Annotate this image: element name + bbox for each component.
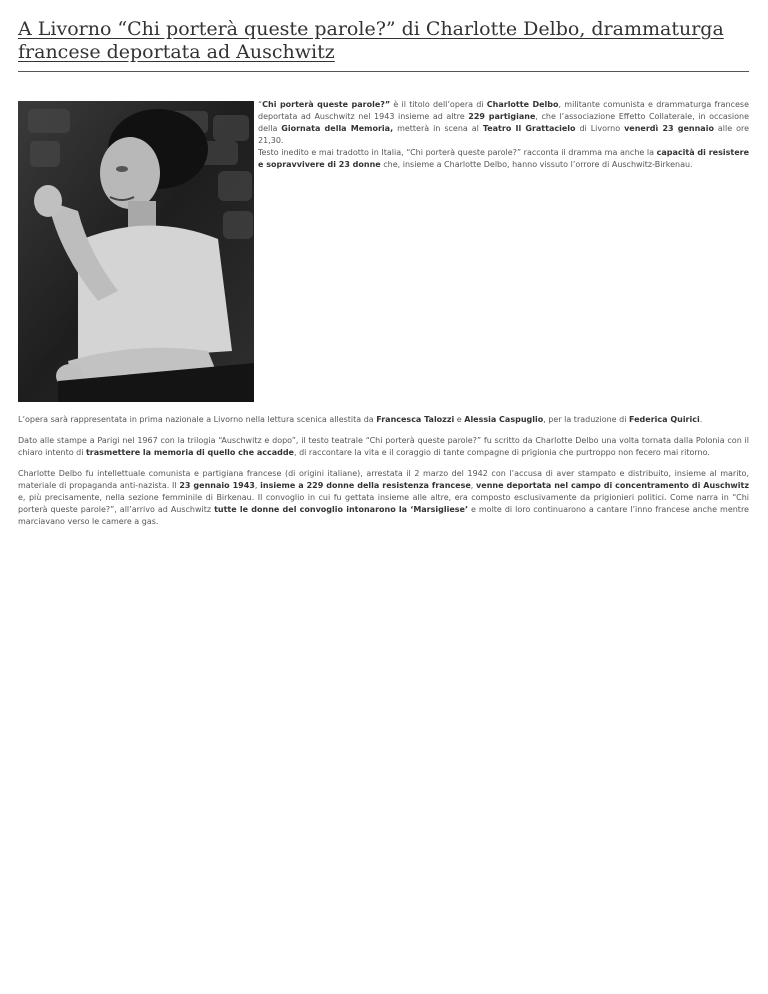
- text-run: , militante comunista e drammaturga francese deportata ad Auschwitz nel 1943 insieme ad altre: [258, 100, 749, 121]
- bold-text: capacità di resistere e sopravvivere di 23 donne: [258, 148, 749, 169]
- charlotte-delbo-photo: [18, 101, 254, 402]
- text-run: Dato alle stampe a Parigi nel 1967 con la trilogia “Auschwitz e dopo”, il testo teatrale “Chi porterà queste parole?” fu scritto da Charlotte Delbo una volta tornata dalla Polonia con il chiaro intento di: [18, 436, 749, 457]
- body-paragraph-2: [18, 435, 749, 459]
- text-run: e: [454, 415, 465, 424]
- bold-text: trasmettere la memoria di quello che accadde: [85, 448, 294, 457]
- bold-text: insieme a 229 donne della resistenza francese: [260, 481, 471, 490]
- bold-text: Chi porterà queste parole?”: [262, 100, 391, 109]
- text-run: .: [699, 415, 703, 424]
- bold-text: venne deportata nel campo di concentramento di Auschwitz: [476, 481, 750, 490]
- text-run: , che l’associazione Effetto Collaterale, in occasione della: [258, 112, 750, 133]
- body-paragraph-3: [18, 468, 749, 528]
- bold-text: Francesca Talozzi: [376, 415, 455, 424]
- bold-text: Federica Quirici: [628, 415, 700, 424]
- bold-text: 229 partigiane: [468, 112, 536, 121]
- text-run: è il titolo dell’opera di: [390, 100, 487, 109]
- text-run: ,: [470, 481, 477, 490]
- article: [18, 18, 749, 528]
- text-run: L’opera sarà rappresentata in prima nazionale a Livorno nella lettura scenica allestita da: [18, 415, 377, 424]
- text-run: che, insieme a Charlotte Delbo, hanno vissuto l’orrore di Auschwitz-Birkenau.: [380, 160, 693, 169]
- bold-text: 23 gennaio 1943: [179, 481, 255, 490]
- text-run: , di raccontare la vita e il coraggio di tante compagne di prigionia che purtroppo non fecero mai ritorno.: [293, 448, 710, 457]
- portrait-photo-icon: [18, 101, 254, 402]
- text-run: e molte di loro continuarono a cantare l’inno francese anche mentre marciavano verso le camere a gas.: [18, 505, 749, 526]
- bold-text: Alessia Caspuglio: [464, 415, 544, 424]
- bold-text: tutte le donne del convoglio intonarono la ‘Marsigliese’: [214, 505, 468, 514]
- text-run: metterà in scena al: [393, 124, 483, 133]
- bold-text: venerdì 23 gennaio: [624, 124, 714, 133]
- bold-text: Teatro Il Grattacielo: [482, 124, 576, 133]
- text-run: “: [258, 100, 263, 109]
- intro-section: [18, 101, 749, 402]
- text-run: di Livorno: [575, 124, 625, 133]
- intro-text: [258, 99, 749, 171]
- intro-paragraph-1: [258, 99, 749, 147]
- text-run: Testo inedito e mai tradotto in Italia, “Chi porterà queste parole?” racconta il dramma ma anche la: [258, 148, 657, 157]
- text-run: , per la traduzione di: [543, 415, 629, 424]
- text-run: e, più precisamente, nella sezione femminile di Birkenau. Il convoglio in cui fu gettata insieme alle altre, era composto esclusivamente da prigionieri politici. Come narra in “Chi porterà queste parole?”, all’arrivo ad Auschwitz: [18, 493, 749, 514]
- text-run: Charlotte Delbo fu intellettuale comunista e partigiana francese (di origini italiane), arrestata il 2 marzo del 1942 con l’accusa di aver stampato e distribuito, insieme al marito, materiale di propaganda anti-nazista. Il: [18, 469, 749, 490]
- bold-text: Giornata della Memoria,: [281, 124, 394, 133]
- text-run: alle ore 21,30.: [258, 124, 750, 145]
- body-paragraph-1: [18, 414, 749, 426]
- bold-text: Charlotte Delbo: [486, 100, 559, 109]
- intro-paragraph-2: [258, 147, 749, 171]
- article-title-link[interactable]: A Livorno “Chi porterà queste parole?” di Charlotte Delbo, drammaturga francese deportata ad Auschwitz: [18, 18, 724, 63]
- title-divider: [18, 71, 749, 72]
- text-run: ,: [254, 481, 261, 490]
